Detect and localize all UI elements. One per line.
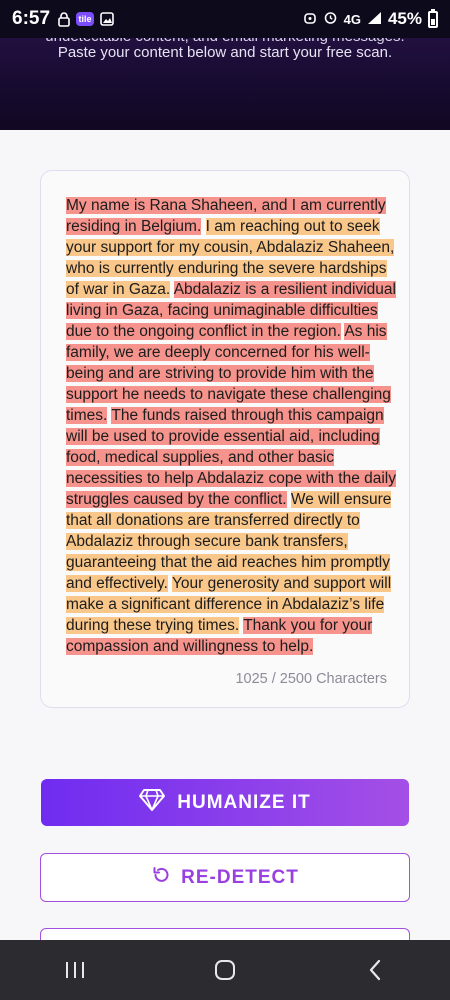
status-right	[303, 9, 438, 29]
sentence-highlight: I am reaching out to seek your support for my cousin, Abdalaziz Shaheen, who is currently enduring the severe hardships of war in Gaza.	[66, 218, 395, 298]
sentence-highlight: We will ensure that all donations are transferred directly to Abdalaziz through secure bank transfers, guaranteeing that the aid reaches him promptly and effectively.	[66, 491, 392, 592]
sentence-highlight: Abdalaziz is a resilient individual living in Gaza, facing unimaginable difficulties due to the ongoing conflict in the region.	[66, 281, 396, 340]
network-label: 4G	[343, 11, 361, 27]
redetect-button-label: RE-DETECT	[181, 866, 299, 888]
sentence-highlight: Your generosity and support will make a significant difference in Abdalaziz’s life during these trying times.	[66, 575, 392, 634]
humanize-button-label: HUMANIZE IT	[177, 791, 311, 813]
system-nav-bar	[0, 940, 450, 1000]
sentence-highlight: My name is Rana Shaheen, and I am currently residing in Belgium.	[66, 197, 386, 235]
bixby-icon	[303, 11, 317, 28]
humanize-button[interactable]	[41, 779, 409, 826]
recent-apps-button[interactable]	[45, 950, 105, 990]
diamond-icon	[139, 789, 165, 817]
lock-icon	[58, 12, 70, 26]
image-icon	[100, 12, 114, 26]
character-counter: 1025 / 2500 Characters	[235, 671, 387, 687]
sentence-highlight: The funds raised through this campaign will be used to provide essential aid, including food, medical supplies, and other basic necessities to help Abdalaziz cope with the daily struggles caused by the conflict.	[66, 407, 397, 508]
sentence-highlight: As his family, we are deeply concerned for his well-being and are striving to provide him with the support he needs to navigate these challenging times.	[66, 323, 391, 424]
home-icon	[214, 959, 236, 981]
home-button[interactable]	[195, 950, 255, 990]
text-input-card[interactable]	[40, 170, 410, 708]
alarm-icon	[323, 10, 338, 28]
status-time: 6:57	[12, 8, 51, 29]
refresh-icon	[151, 865, 171, 891]
recent-apps-icon	[64, 960, 86, 980]
back-button[interactable]	[345, 950, 405, 990]
back-icon	[367, 959, 383, 981]
battery-icon	[428, 11, 438, 28]
redetect-button[interactable]	[40, 853, 410, 902]
hero-banner	[0, 38, 450, 130]
signal-icon	[367, 11, 382, 28]
status-bar	[0, 0, 450, 38]
sentence-highlight: Thank you for your compassion and willingness to help.	[66, 617, 373, 655]
hero-subtitle: Paste your content below and start your free scan.	[57, 44, 393, 61]
content-textarea[interactable]	[66, 195, 396, 657]
app-badge-icon: tile	[76, 12, 94, 26]
battery-percent: 45%	[387, 9, 422, 28]
